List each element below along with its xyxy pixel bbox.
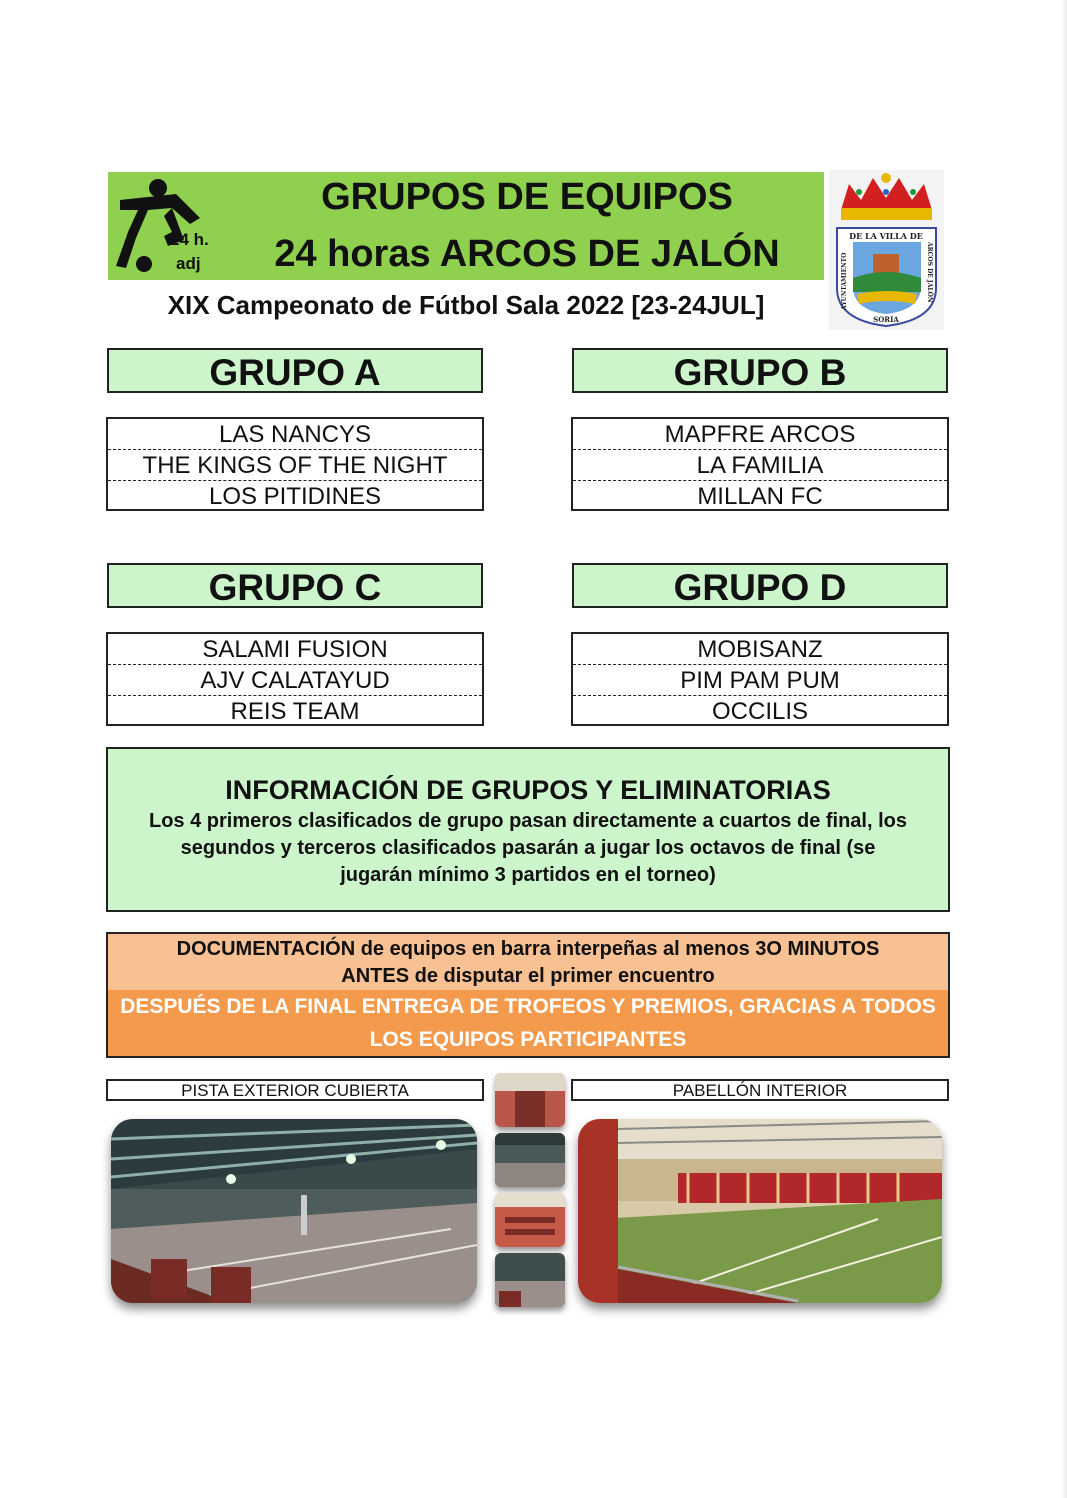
page-subtitle: XIX Campeonato de Fútbol Sala 2022 [23-24JUL]: [167, 290, 765, 320]
trophy-line-2: LOS EQUIPOS PARTICIPANTES: [369, 1028, 687, 1051]
team-row: MOBISANZ: [573, 634, 947, 665]
town-crest-icon: [829, 170, 944, 330]
crest-text-right: ARCOS DE JALÓN: [926, 242, 933, 303]
venue-thumbnail: [495, 1133, 565, 1187]
page-title-line2: 24 horas ARCOS DE JALÓN: [274, 233, 780, 275]
crest-text-top: DE LA VILLA DE: [849, 231, 923, 241]
team-row: PIM PAM PUM: [573, 665, 947, 696]
venue-thumbnail: [495, 1193, 565, 1247]
team-row: LOS PITIDINES: [208, 483, 382, 510]
notice-box: [106, 932, 950, 1058]
group-b-heading: GRUPO B: [572, 348, 948, 393]
group-c-team-list: [106, 632, 484, 726]
outdoor-venue-caption: PISTA EXTERIOR CUBIERTA: [106, 1079, 484, 1101]
team-row: SALAMI FUSION: [108, 634, 482, 665]
tournament-logo: [114, 176, 234, 276]
group-b-team-list: [571, 417, 949, 511]
team-row: AJV CALATAYUD: [108, 665, 482, 696]
crest-text-left: AYUNTAMIENTO: [841, 252, 848, 310]
indoor-venue-caption: PABELLÓN INTERIOR: [571, 1079, 949, 1101]
page-title: GRUPOS DE EQUIPOS: [321, 176, 733, 218]
groups-info-box: [106, 747, 950, 912]
logo-text-adj: adj: [176, 254, 201, 273]
team-row: MILLAN FC: [697, 483, 823, 510]
info-line-2: segundos y terceros clasificados pasarán a jugar los octavos de final (se: [180, 837, 876, 859]
group-a-heading: GRUPO A: [107, 348, 483, 393]
venue-thumbnail: [495, 1253, 565, 1307]
group-d-team-list: [571, 632, 949, 726]
group-d-heading: GRUPO D: [572, 563, 948, 608]
group-a-team-list: [106, 417, 484, 511]
team-row: MAPFRE ARCOS: [573, 419, 947, 450]
info-line-3: jugarán mínimo 3 partidos en el torneo): [340, 864, 716, 886]
documentation-line-1: DOCUMENTACIÓN de equipos en barra interpeñas al menos 3O MINUTOS: [176, 938, 880, 960]
group-c-heading: GRUPO C: [107, 563, 483, 608]
documentation-notice: [108, 934, 948, 990]
page-edge-shadow: [1061, 0, 1067, 1498]
team-row: LAS NANCYS: [108, 419, 482, 450]
team-row: THE KINGS OF THE NIGHT: [108, 450, 482, 481]
team-row: REIS TEAM: [230, 698, 360, 725]
trophy-line-1: DESPUÉS DE LA FINAL ENTREGA DE TROFEOS Y PREMIOS, GRACIAS A TODOS: [120, 995, 936, 1018]
info-heading: INFORMACIÓN DE GRUPOS Y ELIMINATORIAS: [225, 775, 831, 805]
outdoor-court-photo: [111, 1119, 477, 1303]
crest-text-bottom: SORIA: [873, 315, 899, 324]
documentation-line-2: ANTES de disputar el primer encuentro: [341, 965, 715, 987]
player-silhouette-icon: [114, 176, 234, 276]
team-row: OCCILIS: [711, 698, 809, 725]
venue-thumbnail: [495, 1073, 565, 1127]
trophy-notice: [108, 990, 948, 1056]
info-line-1: Los 4 primeros clasificados de grupo pasan directamente a cuartos de final, los: [148, 810, 907, 832]
team-row: LA FAMILIA: [573, 450, 947, 481]
indoor-pavilion-photo: [578, 1119, 942, 1303]
logo-text-24h: 24 h.: [170, 230, 209, 249]
